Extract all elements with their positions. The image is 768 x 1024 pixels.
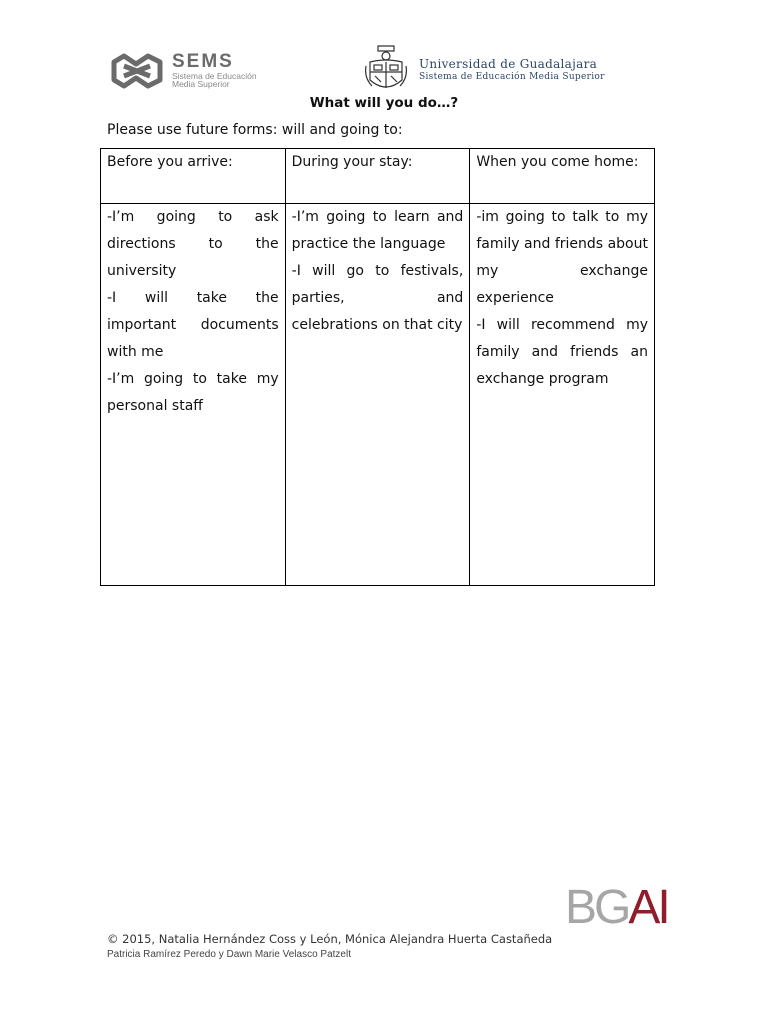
- sems-subtitle-line2: Media Superior: [172, 79, 230, 89]
- udg-name: Universidad de Guadalajara: [419, 57, 598, 71]
- header-before-label: Before you arrive:: [107, 154, 233, 170]
- before-entry-3: -I’m going to take my personal staff: [107, 371, 279, 414]
- table-header-row: [101, 149, 655, 204]
- header-cell-before: [101, 149, 286, 204]
- during-entry-1: -I’m going to learn and practice the language: [291, 209, 464, 252]
- table-body-row: [101, 204, 655, 586]
- during-entry-2: -I will go to festivals, parties, and celebrations on that city: [291, 263, 464, 333]
- authors-text: Patricia Ramírez Peredo y Dawn Marie Velasco Patzelt: [107, 949, 351, 960]
- header-home-label: When you come home:: [476, 154, 639, 170]
- sems-subtitle-line1: Sistema de Educación: [172, 71, 257, 81]
- plan-table: [100, 148, 655, 586]
- document-title: What will you do…?: [309, 95, 459, 111]
- header-cell-home: [470, 149, 655, 204]
- cell-during: [285, 204, 470, 586]
- before-entry-1: -I’m going to ask directions to the university: [107, 209, 279, 279]
- home-entry-1: -im going to talk to my family and friends about my exchange experience: [476, 209, 648, 306]
- udg-crest-icon: [364, 44, 408, 96]
- header-cell-during: [285, 149, 470, 204]
- cell-home: [470, 204, 655, 586]
- bgai-logo-part1: BG: [565, 881, 629, 934]
- cell-before: [101, 204, 286, 586]
- sems-logo: [110, 52, 280, 92]
- udg-subtitle: Sistema de Educación Media Superior: [419, 72, 605, 82]
- copyright-text: © 2015, Natalia Hernández Coss y León, Mónica Alejandra Huerta Castañeda: [107, 932, 553, 946]
- bgai-logo: [565, 881, 668, 934]
- sems-knot-icon: [110, 52, 164, 90]
- sems-wordmark: SEMS: [172, 51, 234, 72]
- bgai-logo-part2: AI: [628, 881, 668, 934]
- instructions-text: Please use future forms: will and going to:: [107, 122, 403, 138]
- sems-subtitle: [172, 72, 257, 88]
- header-during-label: During your stay:: [291, 154, 413, 170]
- before-entry-2: -I will take the important documents with me: [107, 290, 279, 360]
- home-entry-2: -I will recommend my family and friends an exchange program: [476, 317, 648, 387]
